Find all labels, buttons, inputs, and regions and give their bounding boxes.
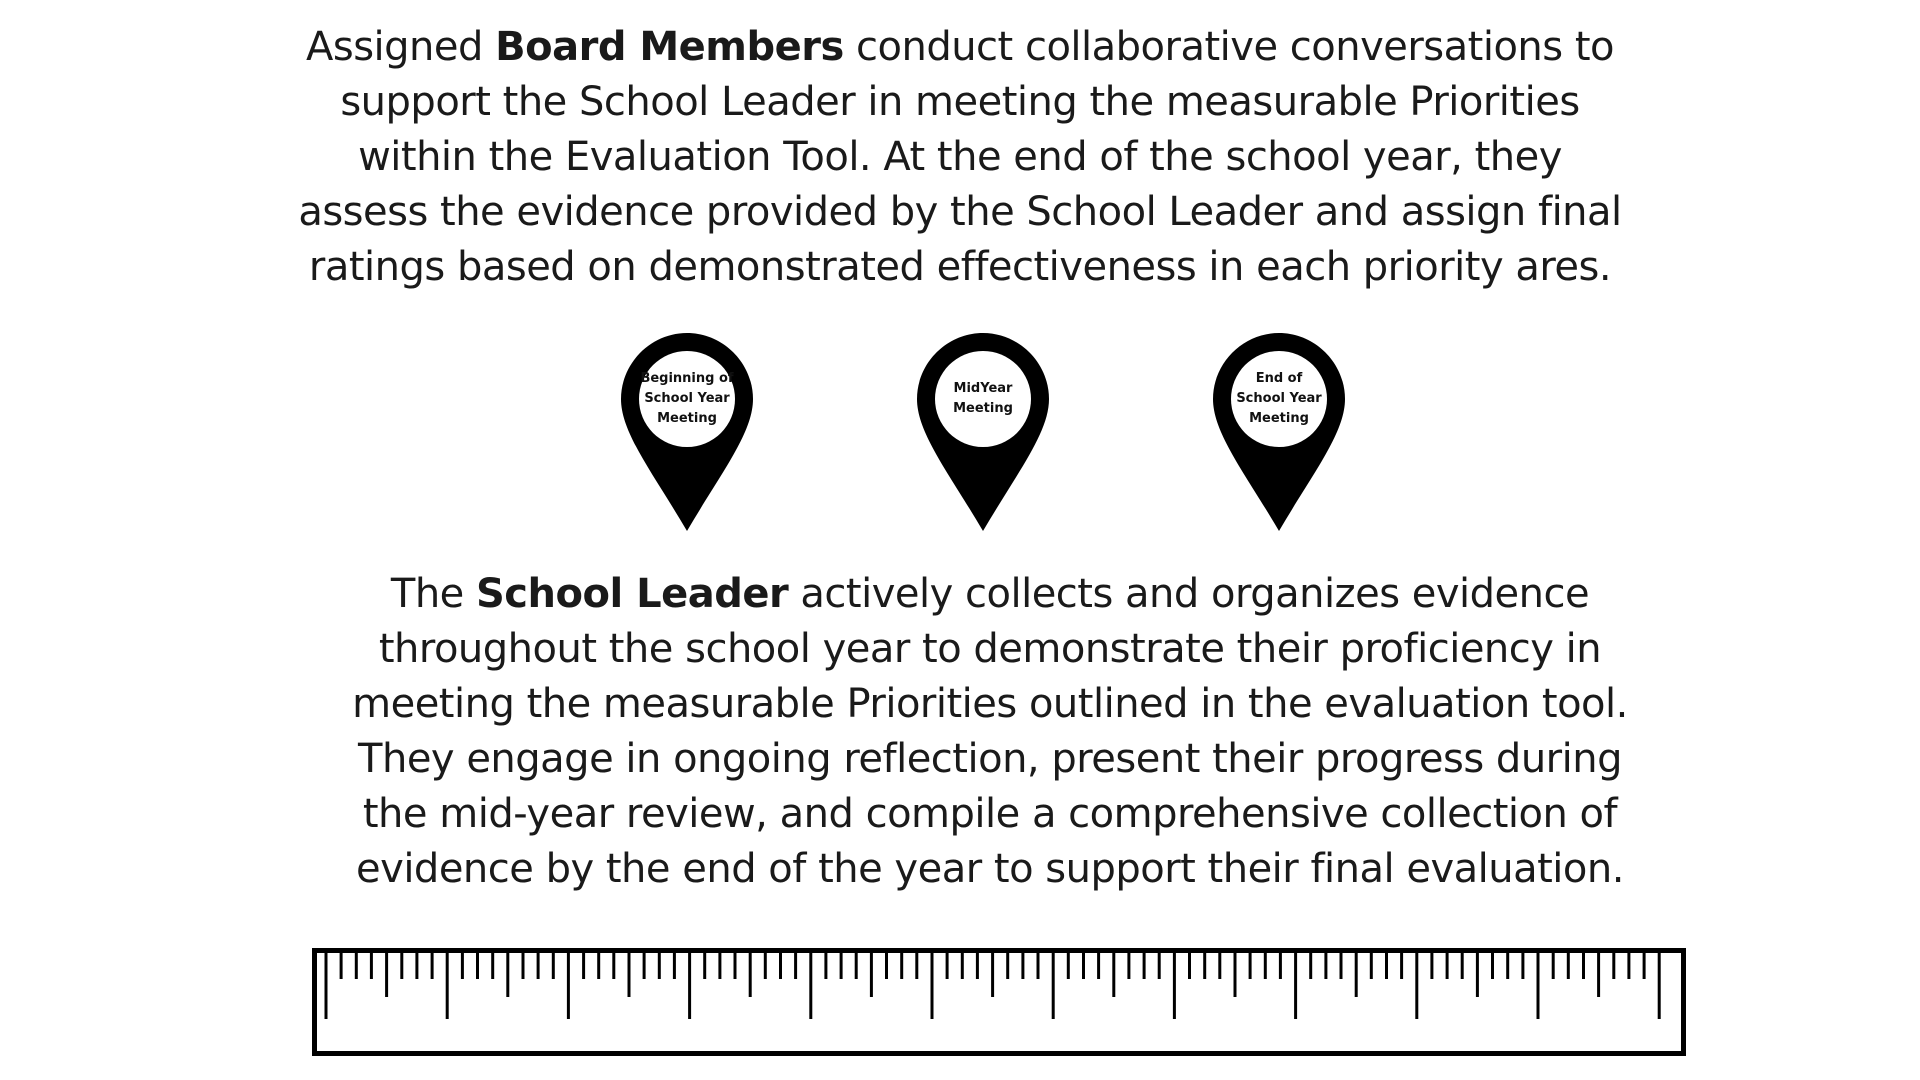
midyear-meeting-pin: [917, 333, 1049, 531]
leader-paragraph-line-1: [30, 567, 1920, 622]
pin-label-line: MidYear: [953, 381, 1013, 396]
school-leader-bold: School Leader: [476, 571, 789, 617]
board-members-bold: Board Members: [495, 24, 844, 70]
pin-label: [1236, 359, 1322, 439]
school-leader-paragraph: [30, 567, 1920, 897]
end-of-year-meeting-pin: [1213, 333, 1345, 531]
pin-label-line: Meeting: [953, 401, 1013, 416]
leader-paragraph-line-2: throughout the school year to demonstrate their proficiency in: [378, 626, 1602, 672]
leader-paragraph-line-6: evidence by the end of the year to support their final evaluation.: [356, 846, 1624, 892]
leader-paragraph-line-4: They engage in ongoing reflection, present their progress during: [358, 736, 1622, 782]
board-paragraph-line-1: [0, 20, 1920, 75]
board-paragraph-line-3: within the Evaluation Tool. At the end of the school year, they: [358, 134, 1562, 180]
ruler-icon: [312, 948, 1686, 1058]
leader-line1-post: actively collects and organizes evidence: [788, 571, 1590, 617]
leader-paragraph-line-3: meeting the measurable Priorities outlined in the evaluation tool.: [352, 681, 1628, 727]
leader-line1-pre: The: [390, 571, 476, 617]
pin-label: [640, 359, 734, 439]
pin-label-line: End of: [1255, 371, 1303, 386]
board-line1-post: conduct collaborative conversations to: [843, 24, 1614, 70]
board-members-paragraph: [0, 20, 1920, 295]
pin-label-line: School Year: [644, 391, 730, 406]
pin-label-line: Meeting: [657, 411, 717, 426]
board-line1-pre: Assigned: [306, 24, 496, 70]
pin-label-line: Meeting: [1249, 411, 1309, 426]
board-paragraph-line-2: support the School Leader in meeting the measurable Priorities: [340, 79, 1580, 125]
board-paragraph-line-4: assess the evidence provided by the School Leader and assign final: [298, 189, 1622, 235]
pin-label-line: Beginning of: [640, 371, 734, 386]
board-paragraph-line-5: ratings based on demonstrated effectiveness in each priority ares.: [308, 244, 1612, 290]
leader-paragraph-line-5: the mid-year review, and compile a comprehensive collection of: [362, 791, 1618, 837]
pin-label: [943, 359, 1023, 439]
pin-label-line: School Year: [1236, 391, 1322, 406]
beginning-of-year-meeting-pin: [621, 333, 753, 531]
